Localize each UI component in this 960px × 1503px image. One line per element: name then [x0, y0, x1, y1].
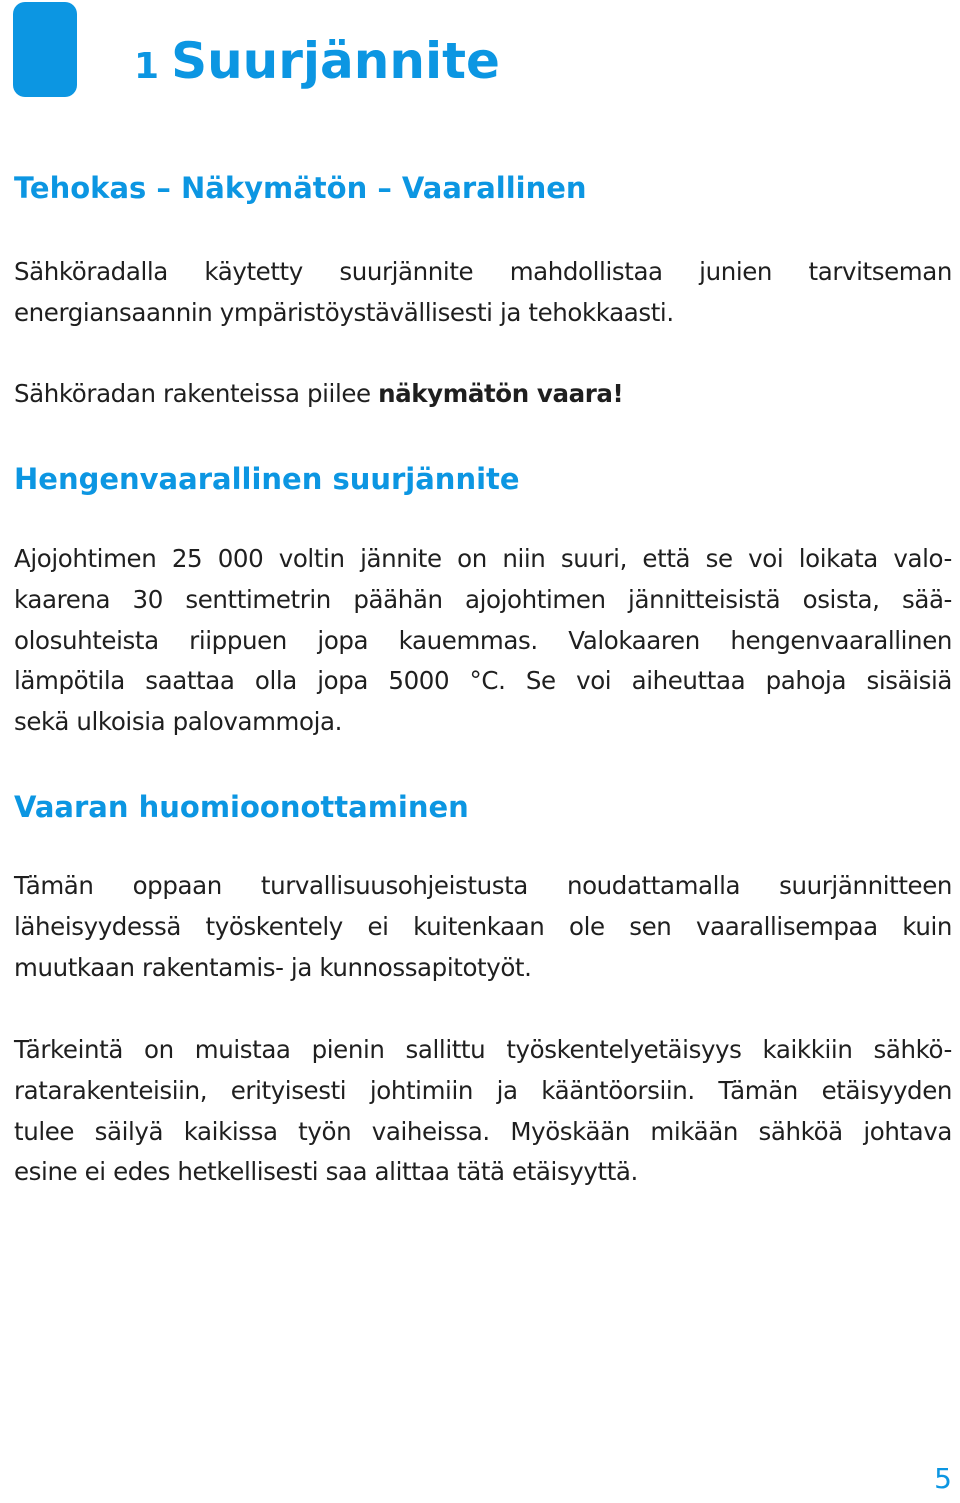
chapter-tab-marker — [13, 2, 77, 97]
section-heading-hengenvaarallinen: Hengenvaarallinen suurjännite — [14, 462, 520, 496]
section2-line: ratarakenteisiin, erityisesti johtimiin ja kääntöorsiin. Tämän etäisyyden — [14, 1075, 952, 1105]
section2-paragraph-1 — [14, 866, 952, 988]
section-heading-vaaran: Vaaran huomioonottaminen — [14, 790, 469, 824]
chapter-title — [134, 28, 500, 100]
section2-line: Tämän oppaan turvallisuusohjeistusta noudattamalla suurjännitteen — [14, 871, 952, 900]
page-number: 5 — [934, 1462, 952, 1495]
warning-line — [14, 374, 952, 415]
section1-paragraph — [14, 539, 952, 743]
section2-paragraph-2 — [14, 1030, 952, 1193]
section2-line: esine ei edes hetkellisesti saa alittaa tätä etäisyyttä. — [14, 1157, 638, 1187]
section1-line: lämpötila saattaa olla jopa 5000 °C. Se voi aiheuttaa pahoja sisäisiä — [14, 666, 952, 696]
section2-line: läheisyydessä työskentely ei kuitenkaan ole sen vaarallisempaa kuin — [14, 911, 952, 941]
section1-line: kaarena 30 senttimetrin päähän ajojohtimen jännitteisistä osista, sää- — [14, 584, 952, 614]
intro-paragraph — [14, 252, 952, 334]
section1-line: sekä ulkoisia palovammoja. — [14, 707, 343, 737]
chapter-title-text: Suurjännite — [171, 32, 500, 90]
section1-line: olosuhteista riippuen jopa kauemmas. Valokaaren hengenvaarallinen — [14, 625, 952, 655]
section2-line: Tärkeintä on muistaa pienin sallittu työskentelyetäisyys kaikkiin sähkö- — [14, 1035, 952, 1064]
section2-line: tulee säilyä kaikissa työn vaiheissa. Myöskään mikään sähköä johtava — [14, 1116, 952, 1146]
intro-line: Sähköradalla käytetty suurjännite mahdollistaa junien tarvitseman — [14, 257, 952, 286]
intro-line: energiansaannin ympäristöystävällisesti ja tehokkaasti. — [14, 297, 674, 327]
section2-line: muutkaan rakentamis- ja kunnossapitotyöt. — [14, 952, 532, 982]
warning-emphasis: näkymätön vaara! — [378, 379, 624, 408]
section1-line: Ajojohtimen 25 000 voltin jännite on niin suuri, että se voi loikata valo- — [14, 544, 952, 573]
warning-prefix: Sähköradan rakenteissa piilee — [14, 379, 379, 408]
chapter-number: 1 — [134, 46, 160, 87]
subtitle: Tehokas – Näkymätön – Vaarallinen — [14, 171, 587, 205]
warning-paragraph — [14, 374, 952, 415]
